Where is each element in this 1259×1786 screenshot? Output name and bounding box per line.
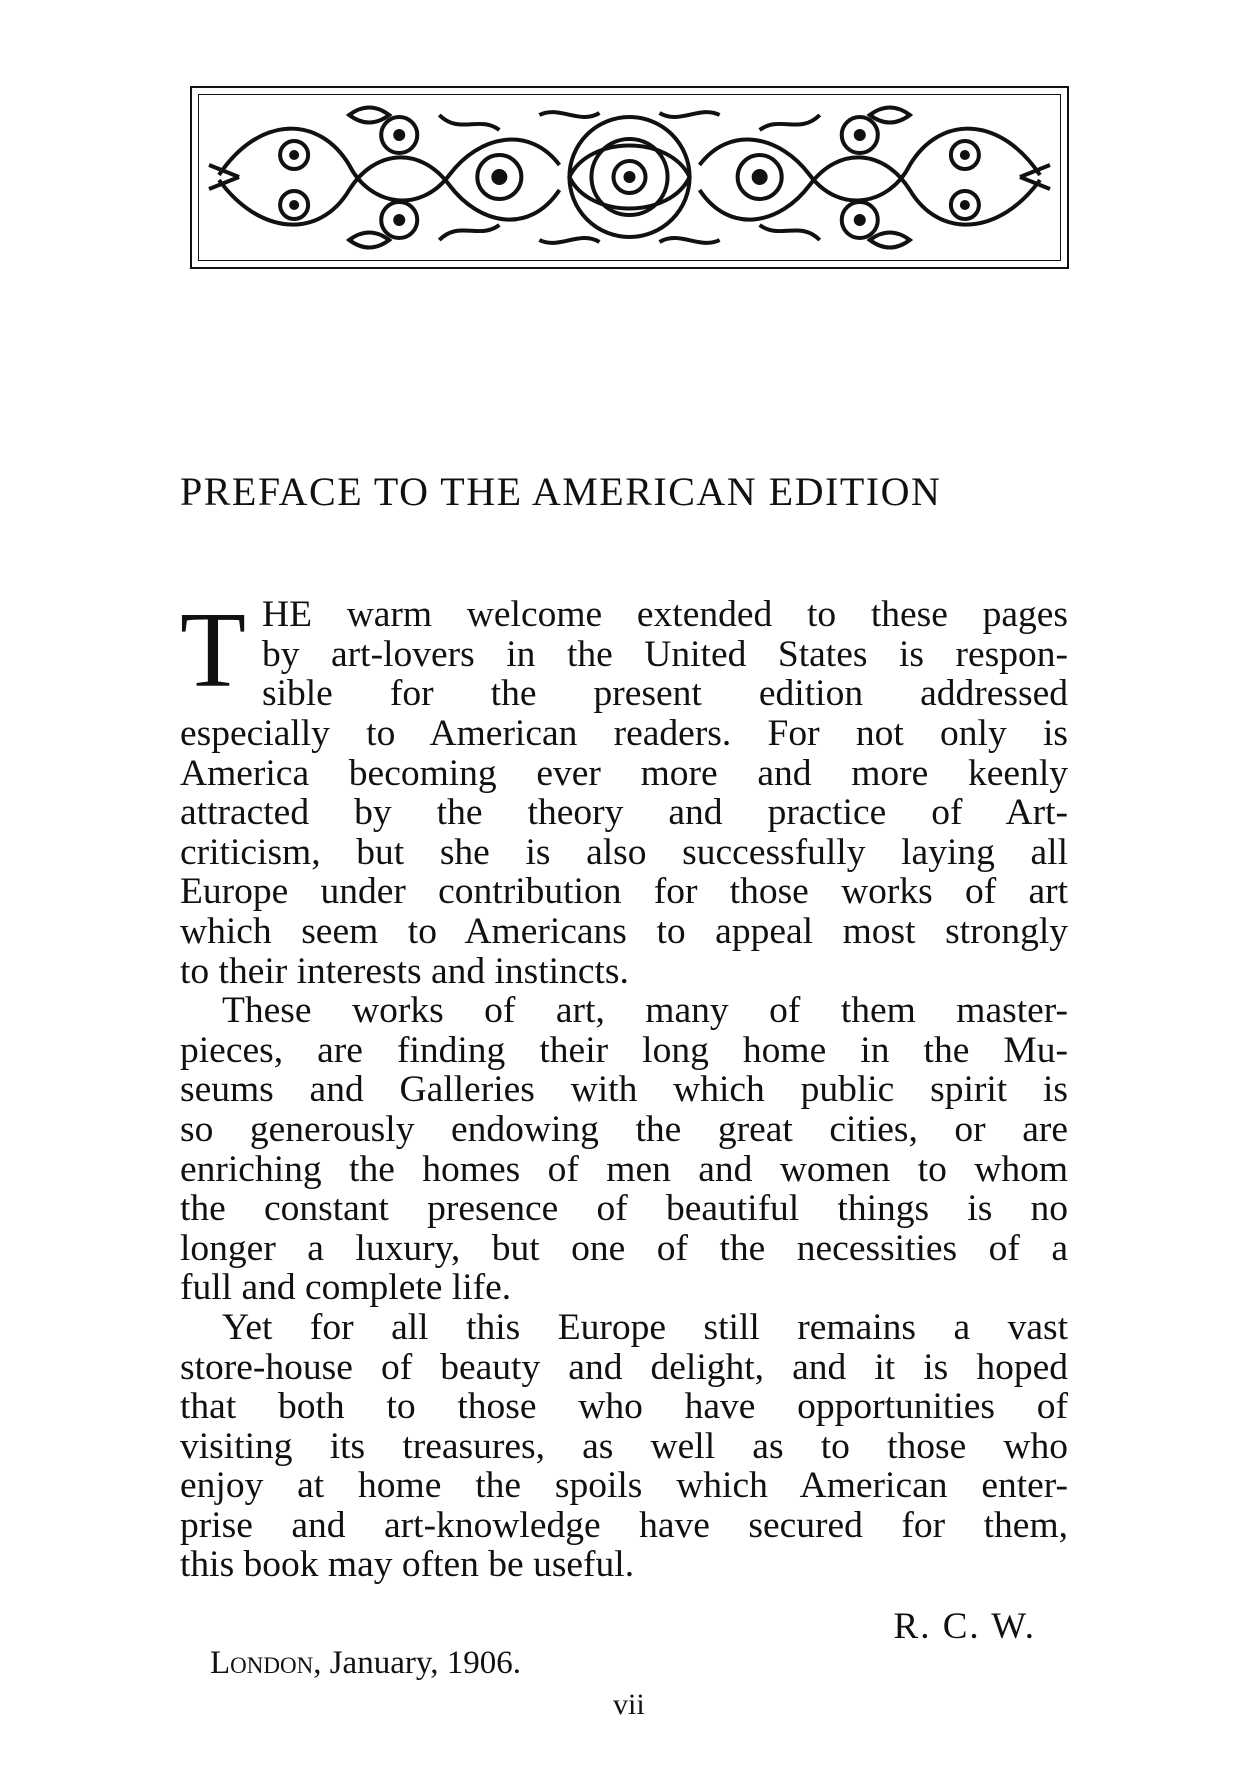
- ornamental-headpiece: [190, 86, 1069, 269]
- date: , January, 1906.: [313, 1645, 521, 1681]
- text-line: Yet for all this Europe still remains a vast: [222, 1306, 1068, 1348]
- text-line: this book may often be useful.: [180, 1544, 635, 1586]
- text-line: store-house of beauty and delight, and it is hoped: [180, 1346, 1068, 1388]
- text-line: especially to American readers. For not only is: [180, 713, 1068, 754]
- text-line: criticism, but she is also successfully laying all: [180, 831, 1068, 873]
- text-line: the constant presence of beautiful things is no: [180, 1188, 1068, 1230]
- text-line: by art-lovers in the United States is respon-: [262, 633, 1068, 675]
- text-line: enriching the homes of men and women to whom: [180, 1148, 1068, 1190]
- author-initials: R. C. W.: [893, 1606, 1036, 1647]
- text-line: visiting its treasures, as well as to those who: [180, 1425, 1068, 1467]
- body-text: [180, 714, 1068, 1585]
- page-number: vii: [613, 1688, 645, 1721]
- text-line: so generously endowing the great cities, or are: [180, 1108, 1068, 1150]
- text-line: enjoy at home the spoils which American enter-: [180, 1465, 1068, 1507]
- first-paragraph-opening: [262, 595, 1068, 714]
- text-line: sible for the present edition addressed: [262, 673, 1068, 715]
- text-line: These works of art, many of them master-: [222, 990, 1068, 1032]
- page-title: PREFACE TO THE AMERICAN EDITION: [180, 469, 942, 514]
- floral-scroll-ornament: [199, 95, 1060, 260]
- text-line: full and complete life.: [180, 1267, 512, 1309]
- text-line: that both to those who have opportunities of: [180, 1386, 1068, 1428]
- text-line: attracted by the theory and practice of Art-: [180, 792, 1068, 834]
- text-line: Europe under contribution for those works of art: [180, 871, 1068, 913]
- place-name: London: [210, 1645, 314, 1681]
- text-line: longer a luxury, but one of the necessities of a: [180, 1227, 1068, 1269]
- text-line: HE warm welcome extended to these pages: [262, 594, 1068, 635]
- drop-cap: T: [180, 591, 246, 710]
- text-line: which seem to Americans to appeal most strongly: [180, 910, 1068, 952]
- text-line: prise and art-knowledge have secured for them,: [180, 1504, 1068, 1546]
- place-date-line: [210, 1645, 521, 1682]
- text-line: pieces, are finding their long home in the Mu-: [180, 1029, 1068, 1071]
- text-line: to their interests and instincts.: [180, 950, 629, 992]
- text-line: seums and Galleries with which public spirit is: [180, 1069, 1068, 1111]
- text-line: America becoming ever more and more keenly: [180, 752, 1068, 794]
